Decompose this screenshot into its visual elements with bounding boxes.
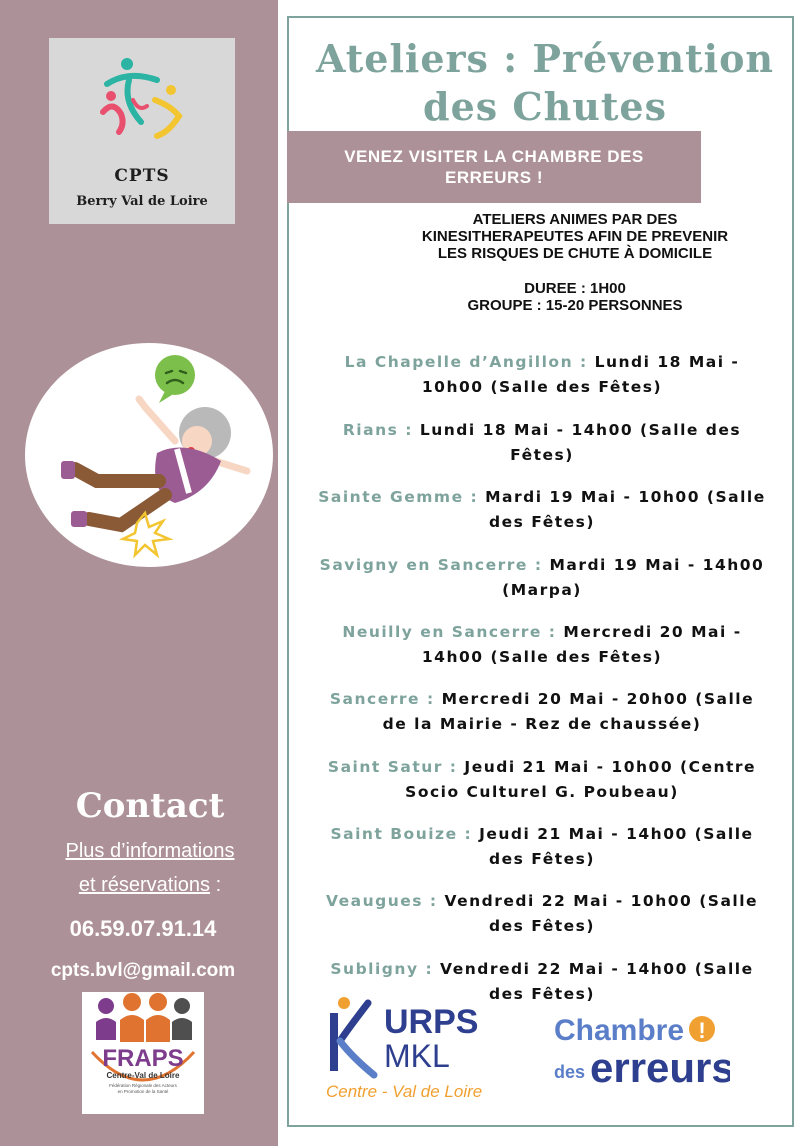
fraps-tagline-2: en Promotion de la Santé [117, 1089, 169, 1094]
session-time: Mardi 19 Mai - 10h00 (Salle [485, 488, 766, 506]
session-location: Veaugues : [325, 892, 438, 910]
chambre-des-erreurs-logo [550, 1008, 730, 1088]
reservations-line [0, 874, 300, 897]
chambre-word: Chambre [554, 1014, 685, 1047]
session-item [297, 755, 787, 805]
session-venue: (Marpa) [502, 581, 582, 599]
session-location: Subligny : [330, 960, 434, 978]
reservations-suffix: : [210, 874, 222, 896]
urps-region: Centre - Val de Loire [326, 1082, 483, 1101]
cpts-subtitle: Berry Val de Loire [76, 194, 208, 209]
cpts-logo [49, 38, 235, 224]
illustration-circle [25, 343, 273, 567]
session-location: Sancerre : [329, 690, 435, 708]
session-time: Lundi 18 Mai - 14h00 (Salle des [419, 421, 742, 439]
banner-line-2: ERREURS ! [444, 168, 543, 187]
session-time: Vendredi 22 Mai - 14h00 (Salle [440, 960, 754, 978]
contact-title: Contact [75, 786, 225, 826]
session-venue: de la Mairie - Rez de chaussée) [382, 715, 702, 733]
session-location: Savigny en Sancerre : [319, 556, 543, 574]
session-location: La Chapelle d’Angillon : [344, 353, 588, 371]
fraps-name: FRAPS [102, 1045, 184, 1072]
title-line-2: des Chutes [423, 84, 667, 129]
page-title [290, 35, 800, 131]
exclamation-mark: ! [698, 1018, 706, 1043]
fraps-region: Centre-Val de Loire [106, 1071, 180, 1080]
chambre-banner [287, 131, 701, 203]
session-item [297, 350, 787, 400]
session-time: Jeudi 21 Mai - 10h00 (Centre [464, 758, 757, 776]
info-line-1: ATELIERS ANIMES PAR DES [472, 211, 678, 228]
session-item [297, 822, 787, 872]
erreurs-word: erreurs [590, 1044, 730, 1088]
duration: DUREE : 1H00 [524, 280, 626, 297]
fraps-tagline-1: Fédération Régionale des Acteurs [109, 1083, 177, 1088]
fraps-people-logo-icon [82, 992, 204, 1114]
des-word: des [554, 1062, 586, 1082]
session-time: Jeudi 21 Mai - 14h00 (Salle [479, 825, 754, 843]
session-location: Rians : [342, 421, 413, 439]
group-size: GROUPE : 15-20 PERSONNES [467, 297, 683, 314]
contact-email[interactable]: cpts.bvl@gmail.com [50, 960, 236, 981]
session-item [297, 889, 787, 939]
session-time: Vendredi 22 Mai - 10h00 (Salle [444, 892, 759, 910]
urps-text: URPS [384, 1003, 479, 1041]
session-item [297, 485, 787, 535]
title-line-1: Ateliers : Prévention [315, 36, 775, 81]
session-location: Neuilly en Sancerre : [342, 623, 557, 641]
reservations-link[interactable]: et réservations [78, 874, 211, 896]
session-venue: des Fêtes) [489, 513, 595, 531]
session-venue: 14h00 (Salle des Fêtes) [421, 648, 663, 666]
session-item [297, 418, 787, 468]
session-time: Lundi 18 Mai - [594, 353, 740, 371]
session-venue: Fêtes) [510, 446, 574, 464]
session-time: Mercredi 20 Mai - 20h00 (Salle [441, 690, 755, 708]
banner-line-1: VENEZ VISITER LA CHAMBRE DES [344, 147, 644, 166]
session-venue: des Fêtes) [489, 917, 595, 935]
people-circle-logo-icon [99, 56, 185, 152]
falling-elderly-woman-illustration [25, 343, 273, 567]
session-location: Saint Satur : [327, 758, 458, 776]
session-item [297, 620, 787, 670]
urps-mkl-logo [322, 995, 490, 1103]
contact-phone[interactable]: 06.59.07.91.14 [69, 916, 217, 941]
mkl-text: MKL [384, 1038, 450, 1074]
banner-text [297, 146, 691, 188]
session-time: Mardi 19 Mai - 14h00 [549, 556, 765, 574]
session-item [297, 553, 787, 603]
session-location: Sainte Gemme : [318, 488, 479, 506]
session-venue: des Fêtes) [489, 850, 595, 868]
info-line-2: KINESITHERAPEUTES AFIN DE PREVENIR [421, 228, 729, 245]
session-venue: Socio Culturel G. Poubeau) [405, 783, 679, 801]
session-time: Mercredi 20 Mai - [563, 623, 742, 641]
session-item [297, 687, 787, 737]
chambre-logo-icon [550, 1008, 730, 1088]
cpts-title: CPTS [114, 166, 170, 186]
info-line-3: LES RISQUES DE CHUTE À DOMICILE [437, 245, 713, 262]
session-venue: 10h00 (Salle des Fêtes) [421, 378, 663, 396]
sidebar [0, 0, 278, 1146]
contact-info-line [0, 840, 300, 863]
session-venue: des Fêtes) [489, 985, 595, 1003]
fraps-logo [82, 992, 204, 1114]
more-info-text: Plus d’informations [65, 840, 235, 862]
urps-k-logo-icon [322, 995, 490, 1103]
session-location: Saint Bouize : [330, 825, 473, 843]
